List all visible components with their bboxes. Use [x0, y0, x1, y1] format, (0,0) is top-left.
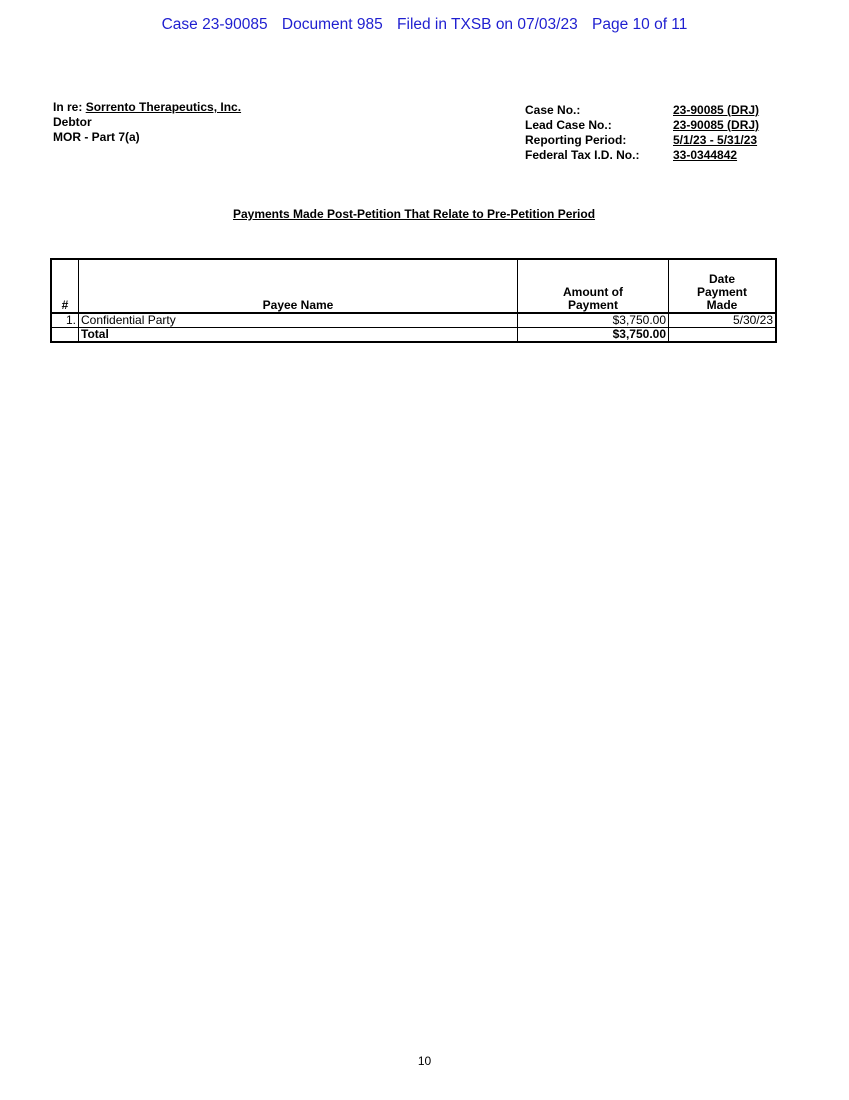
table-header-row [51, 259, 776, 313]
row-payee: Confidential Party [79, 313, 518, 328]
reporting-period-row [525, 133, 759, 148]
stamp-case: Case 23-90085 [161, 16, 268, 33]
row-amount: $3,750.00 [518, 313, 669, 328]
in-re-label: In re: [53, 100, 83, 114]
tax-id-value: 33-0344842 [673, 148, 738, 162]
header-payee-name: Payee Name [79, 259, 518, 313]
payments-table [50, 258, 777, 343]
total-label: Total [79, 328, 518, 343]
part-label: MOR - Part 7(a) [53, 130, 140, 144]
page-number: 10 [417, 1054, 432, 1068]
case-info-block [525, 103, 759, 163]
total-amount: $3,750.00 [518, 328, 669, 343]
case-no-label: Case No.: [525, 103, 581, 117]
header-amount-line1: Amount of [563, 285, 623, 299]
reporting-period-label: Reporting Period: [525, 133, 627, 147]
header-number: # [51, 259, 79, 313]
table-row [51, 313, 776, 328]
lead-case-no-value: 23-90085 (DRJ) [673, 118, 760, 132]
case-no-row [525, 103, 759, 118]
total-row [51, 328, 776, 343]
stamp-document: Document 985 [281, 16, 383, 33]
row-date: 5/30/23 [669, 313, 777, 328]
stamp-page: Page 10 of 11 [592, 16, 688, 33]
total-number-cell [51, 328, 79, 343]
row-number: 1. [51, 313, 79, 328]
case-no-value: 23-90085 (DRJ) [673, 103, 760, 117]
lead-case-no-label: Lead Case No.: [525, 118, 612, 132]
header-amount [518, 259, 669, 313]
header-amount-line2: Payment [567, 298, 619, 312]
stamp-filed: Filed in TXSB on 07/03/23 [397, 16, 578, 33]
tax-id-label: Federal Tax I.D. No.: [525, 148, 640, 162]
in-re-line [53, 100, 241, 115]
court-filing-stamp [0, 16, 849, 34]
report-title: Payments Made Post-Petition That Relate to Pre-Petition Period [232, 207, 596, 221]
header-date-line3: Made [706, 298, 738, 312]
debtor-label: Debtor [53, 115, 92, 129]
header-date [669, 259, 777, 313]
debtor-name: Sorrento Therapeutics, Inc. [85, 100, 242, 114]
header-date-line1: Date [708, 272, 735, 286]
case-caption [53, 100, 241, 145]
lead-case-no-row [525, 118, 759, 133]
tax-id-row [525, 148, 759, 163]
header-date-line2: Payment [696, 285, 748, 299]
reporting-period-value: 5/1/23 - 5/31/23 [673, 133, 758, 147]
total-date-cell [669, 328, 777, 343]
